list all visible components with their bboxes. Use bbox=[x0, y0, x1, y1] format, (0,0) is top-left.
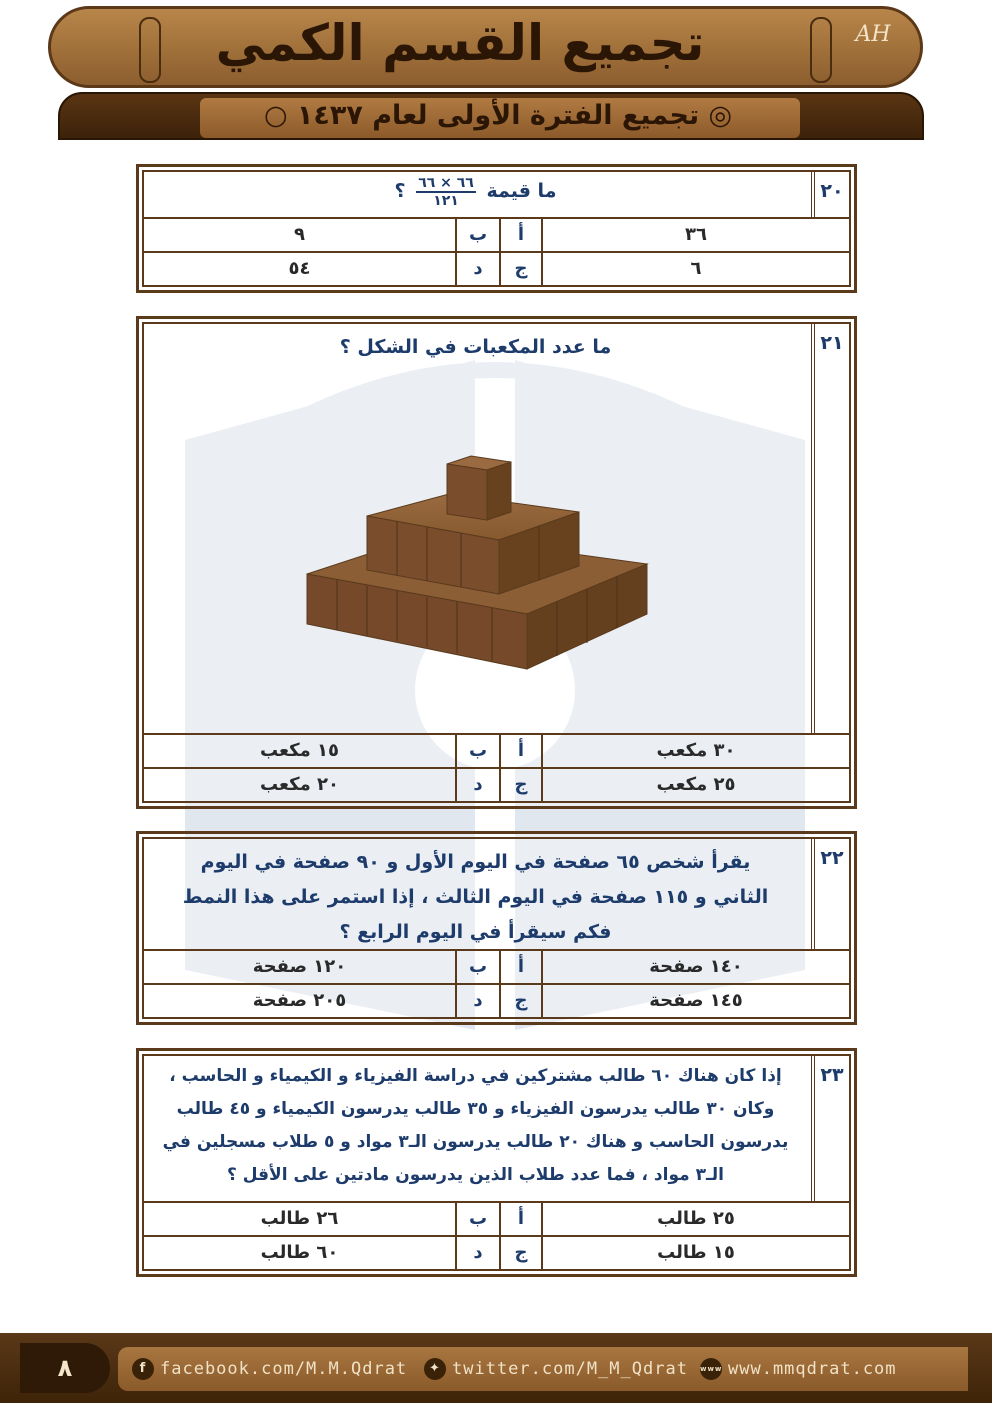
page-title: تجميع القسم الكمي bbox=[215, 14, 705, 72]
page-number: ٨ bbox=[20, 1343, 110, 1393]
page-subtitle: ○ تجميع الفترة الأولى لعام ١٤٣٧ ◎ bbox=[263, 100, 733, 131]
logo: AH bbox=[855, 22, 891, 47]
option-b-label: ب bbox=[455, 219, 499, 251]
option-a-label: أ bbox=[499, 735, 541, 767]
option-d[interactable]: ٥٤ bbox=[288, 258, 311, 279]
cubes-figure bbox=[299, 454, 659, 674]
option-b[interactable]: ١٥ مكعب bbox=[259, 740, 340, 761]
option-c-label: ج bbox=[499, 985, 541, 1017]
options-row-1 bbox=[144, 733, 849, 767]
option-a[interactable]: ٣٦ bbox=[541, 219, 849, 251]
option-c-label: ج bbox=[499, 253, 541, 285]
options-row-2 bbox=[144, 1235, 849, 1269]
options-row-2 bbox=[144, 251, 849, 285]
option-c-label: ج bbox=[499, 1237, 541, 1269]
option-d[interactable]: ٢٠٥ صفحة bbox=[252, 990, 347, 1011]
fraction-denominator: ١٢١ bbox=[433, 192, 459, 209]
facebook-link[interactable] bbox=[132, 1357, 407, 1381]
twitter-url: twitter.com/M_M_Qdrat bbox=[452, 1359, 688, 1379]
fraction bbox=[416, 175, 476, 209]
facebook-url: facebook.com/M.M.Qdrat bbox=[160, 1359, 408, 1379]
option-d[interactable]: ٢٠ مكعب bbox=[259, 774, 340, 795]
option-d-label: د bbox=[455, 253, 499, 285]
option-b[interactable]: ٩ bbox=[294, 224, 305, 245]
option-a[interactable]: ٣٠ مكعب bbox=[541, 735, 849, 767]
question-number: ٢١ bbox=[811, 324, 849, 733]
options-row-1 bbox=[144, 949, 849, 983]
fraction-numerator: ٦٦ × ٦٦ bbox=[418, 174, 474, 191]
question-text bbox=[144, 172, 807, 217]
facebook-icon: f bbox=[132, 1358, 154, 1380]
options-row-1 bbox=[144, 1201, 849, 1235]
footer bbox=[0, 1333, 992, 1403]
twitter-icon: ✦ bbox=[424, 1358, 446, 1380]
option-a[interactable]: ٢٥ طالب bbox=[541, 1203, 849, 1235]
options-row-1 bbox=[144, 217, 849, 251]
option-d-label: د bbox=[455, 769, 499, 801]
question-text: إذا كان هناك ٦٠ طالب مشتركين في دراسة الفيزياء و الكيمياء و الحاسب ، وكان ٣٠ طالب يدرسون الفيزياء و ٣٥ طالب يدرسون الكيمياء و ٤٥ طالب يدرسون الحاسب و هناك ٢٠ طالب يدرسون الـ٣ مواد و ٥ طلاب مسجلين في الـ٣ مواد ، فما عدد طلاب الذين يدرسون مادتين على الأقل ؟ bbox=[162, 1066, 789, 1185]
question-prompt: ما عدد المكعبات في الشكل ؟ bbox=[339, 336, 612, 358]
option-c[interactable]: ١٤٥ صفحة bbox=[541, 985, 849, 1017]
question-number: ٢٠ bbox=[811, 172, 849, 217]
option-a-label: أ bbox=[499, 219, 541, 251]
question-prompt: ما قيمة bbox=[486, 180, 557, 202]
question-mark: ؟ bbox=[394, 180, 406, 202]
option-d-label: د bbox=[455, 985, 499, 1017]
option-a-label: أ bbox=[499, 1203, 541, 1235]
option-b-label: ب bbox=[455, 735, 499, 767]
question-20 bbox=[136, 164, 857, 293]
question-21 bbox=[136, 316, 857, 809]
question-number: ٢٣ bbox=[811, 1056, 849, 1201]
options-row-2 bbox=[144, 767, 849, 801]
option-b[interactable]: ١٢٠ صفحة bbox=[252, 956, 347, 977]
option-b-label: ب bbox=[455, 1203, 499, 1235]
option-a[interactable]: ١٤٠ صفحة bbox=[541, 951, 849, 983]
website-link[interactable] bbox=[700, 1357, 897, 1381]
web-icon: www bbox=[700, 1358, 722, 1380]
website-url: www.mmqdrat.com bbox=[728, 1359, 897, 1379]
question-22 bbox=[136, 831, 857, 1025]
question-23 bbox=[136, 1048, 857, 1277]
option-d[interactable]: ٦٠ طالب bbox=[260, 1242, 339, 1263]
option-d-label: د bbox=[455, 1237, 499, 1269]
question-text: يقرأ شخص ٦٥ صفحة في اليوم الأول و ٩٠ صفحة في اليوم الثاني و ١١٥ صفحة في اليوم الثالث ، إذا استمر على هذا النمط فكم سيقرأ في اليوم الرابع ؟ bbox=[182, 851, 769, 943]
option-c-label: ج bbox=[499, 769, 541, 801]
options-row-2 bbox=[144, 983, 849, 1017]
twitter-link[interactable] bbox=[424, 1357, 688, 1381]
option-b-label: ب bbox=[455, 951, 499, 983]
option-a-label: أ bbox=[499, 951, 541, 983]
question-number: ٢٢ bbox=[811, 839, 849, 949]
option-c[interactable]: ١٥ طالب bbox=[541, 1237, 849, 1269]
option-b[interactable]: ٢٦ طالب bbox=[260, 1208, 339, 1229]
option-c[interactable]: ٦ bbox=[541, 253, 849, 285]
right-ornament bbox=[810, 17, 832, 83]
option-c[interactable]: ٢٥ مكعب bbox=[541, 769, 849, 801]
